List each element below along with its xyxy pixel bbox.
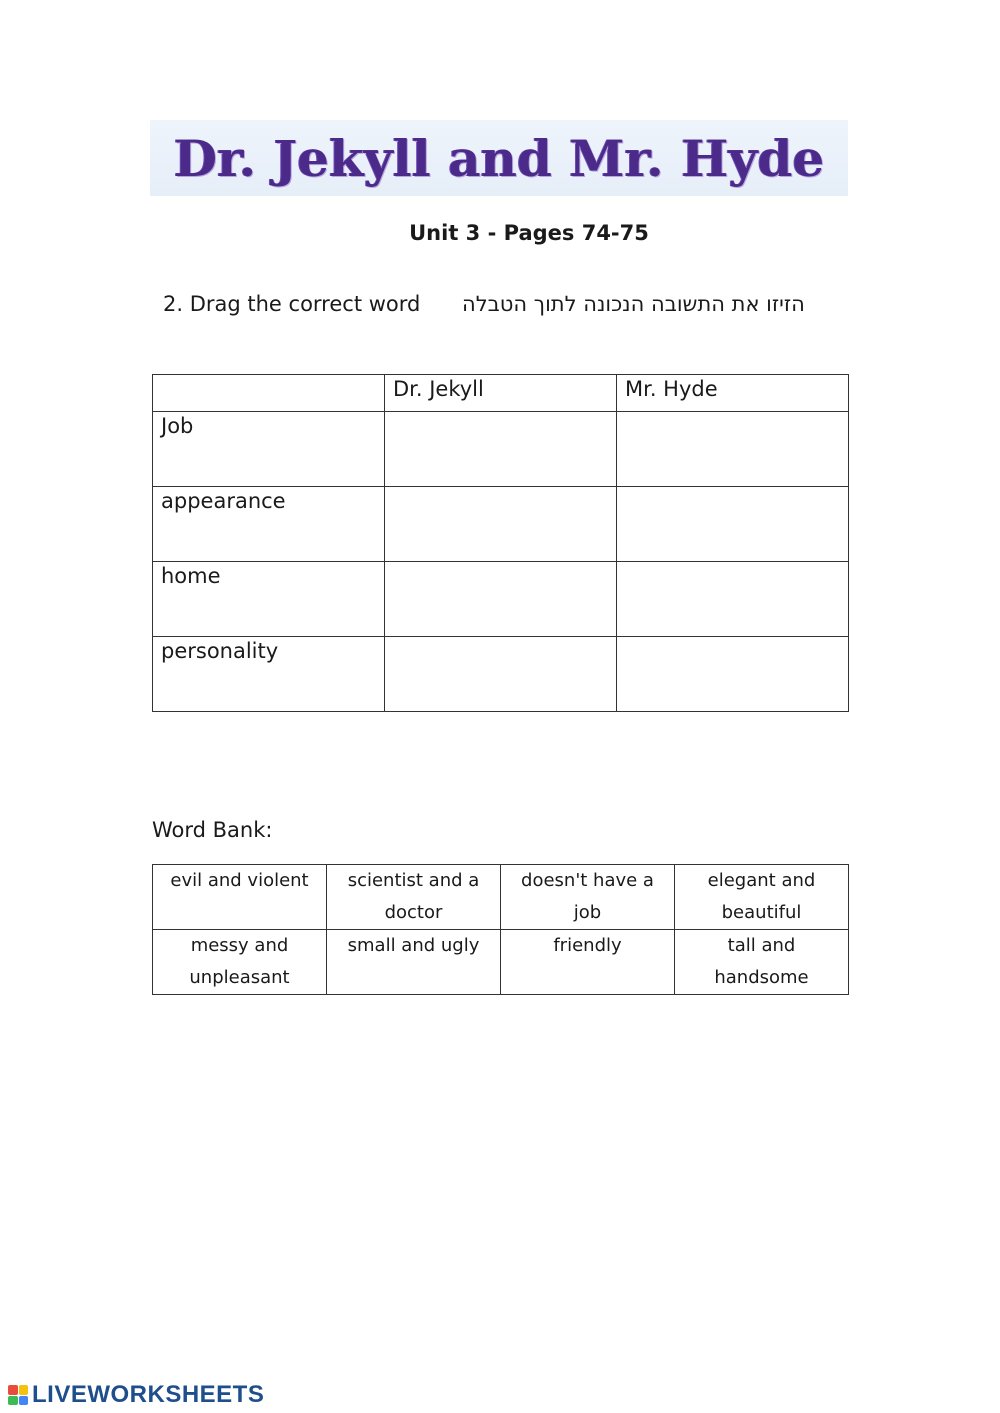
word-bank-table [152,864,849,995]
header-cell [153,375,385,412]
title-banner [150,120,848,196]
instruction-hebrew: הזיזו את התשובה הנכונה לתוך הטבלה [462,292,805,316]
liveworksheets-logo-icon [8,1385,28,1405]
table-row [153,637,849,712]
word-bank-item[interactable]: friendly [501,930,675,995]
word-bank-row [153,930,849,995]
header-cell-hyde: Mr. Hyde [617,375,849,412]
word-bank-item[interactable]: elegant and beautiful [675,865,849,930]
word-bank-item[interactable]: evil and violent [153,865,327,930]
unit-subtitle: Unit 3 - Pages 74-75 [409,221,649,245]
drop-zone-jekyll-home[interactable] [385,562,617,637]
drop-zone-hyde-personality[interactable] [617,637,849,712]
table-row [153,412,849,487]
banner-title: Dr. Jekyll and Mr. Hyde [173,128,825,188]
table-row [153,487,849,562]
row-label-home: home [153,562,385,637]
footer-brand-text: LIVEWORKSHEETS [32,1381,265,1408]
row-label-appearance: appearance [153,487,385,562]
drop-zone-hyde-appearance[interactable] [617,487,849,562]
word-bank-label: Word Bank: [152,818,273,842]
row-label-personality: personality [153,637,385,712]
drop-zone-hyde-home[interactable] [617,562,849,637]
word-bank-item[interactable]: tall and handsome [675,930,849,995]
table-header-row [153,375,849,412]
word-bank-item[interactable]: small and ugly [327,930,501,995]
word-bank-item[interactable]: messy and unpleasant [153,930,327,995]
word-bank-item[interactable]: scientist and a doctor [327,865,501,930]
drop-zone-jekyll-appearance[interactable] [385,487,617,562]
row-label-job: Job [153,412,385,487]
drop-zone-jekyll-personality[interactable] [385,637,617,712]
table-row [153,562,849,637]
drop-zone-hyde-job[interactable] [617,412,849,487]
instruction-english: 2. Drag the correct word [163,292,421,316]
header-cell-jekyll: Dr. Jekyll [385,375,617,412]
drop-zone-jekyll-job[interactable] [385,412,617,487]
word-bank-row [153,865,849,930]
footer-brand [8,1381,264,1409]
word-bank-item[interactable]: doesn't have a job [501,865,675,930]
character-table [152,374,849,712]
